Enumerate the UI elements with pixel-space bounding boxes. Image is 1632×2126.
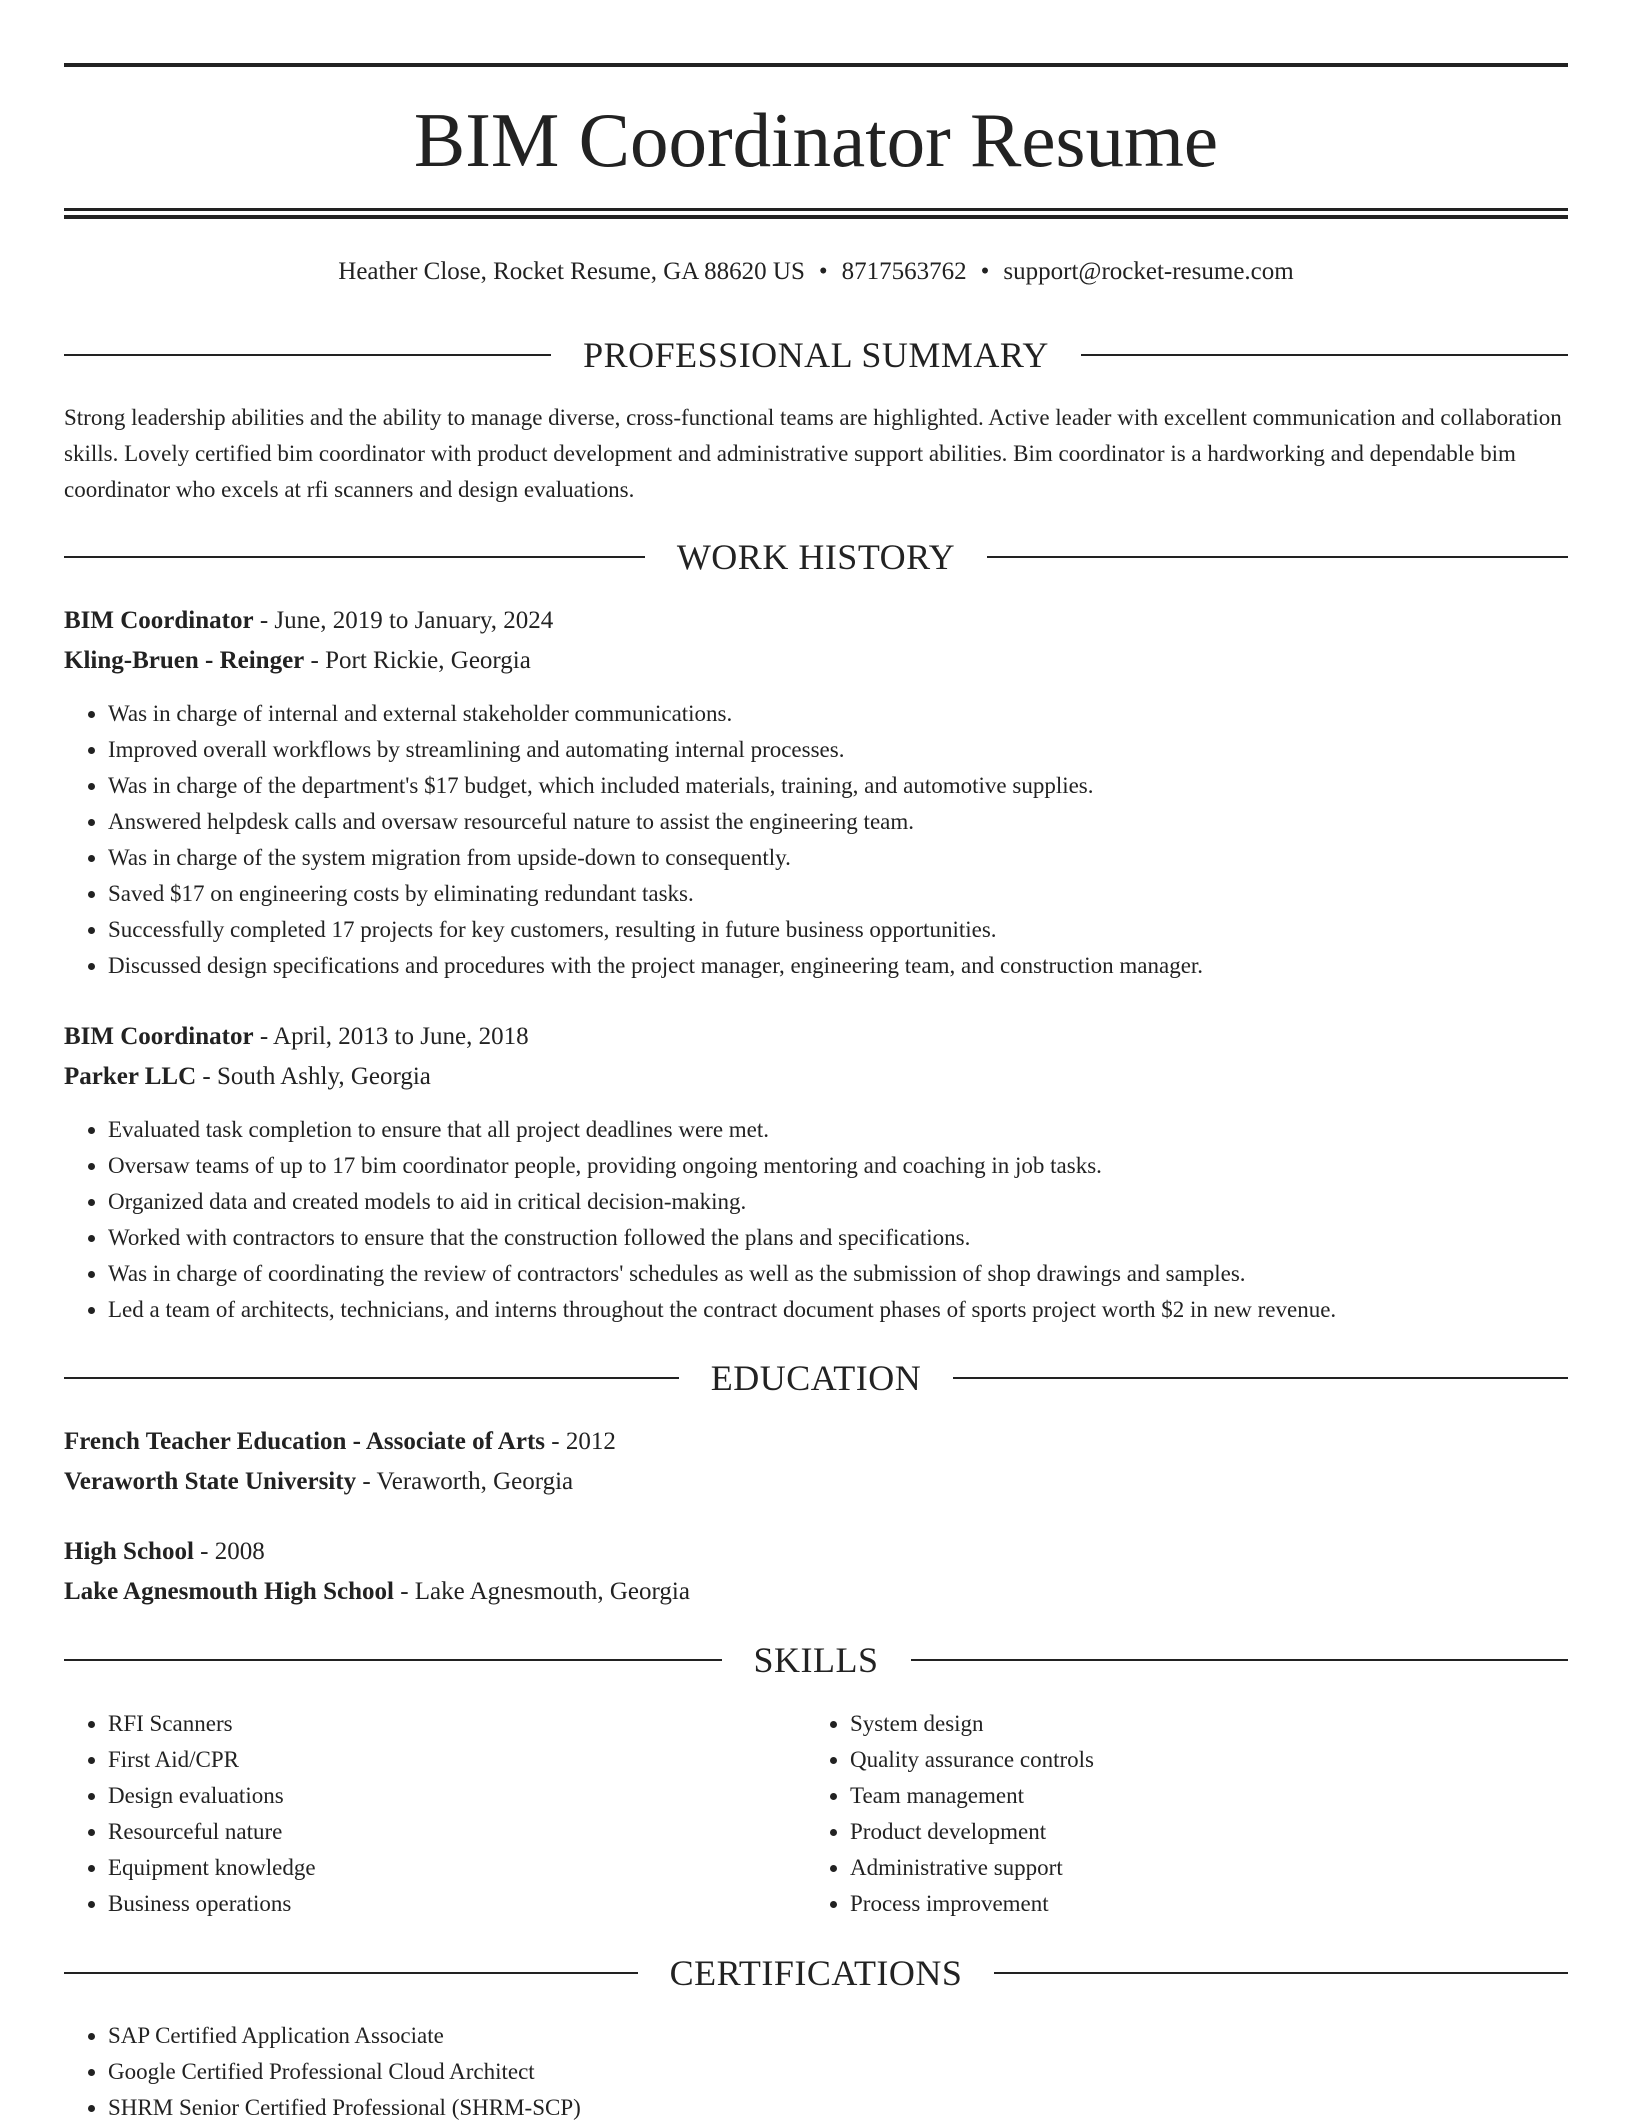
contact-separator: • bbox=[980, 258, 990, 285]
skill-item: • RFI Scanners bbox=[108, 1706, 316, 1742]
job-title: BIM Coordinator bbox=[64, 1023, 254, 1050]
education-school-line bbox=[64, 1575, 1568, 1609]
job-company: Kling-Bruen - Reinger bbox=[64, 647, 305, 674]
resume-title: BIM Coordinator Resume bbox=[413, 97, 1219, 183]
job-location: - Port Rickie, Georgia bbox=[304, 647, 531, 674]
education-degree-line bbox=[64, 1425, 1568, 1459]
section-heading-certifications bbox=[64, 1951, 1568, 1995]
list-item: • Worked with contractors to ensure that the construction followed the plans and specifications. bbox=[108, 1220, 1336, 1256]
heading-rule bbox=[911, 1659, 1569, 1661]
heading-rule bbox=[64, 1659, 722, 1661]
certification-item: • SHRM Senior Certified Professional (SHRM-SCP) bbox=[108, 2090, 581, 2126]
skill-item: • Design evaluations bbox=[108, 1778, 316, 1814]
contact-address: Heather Close, Rocket Resume, GA 88620 US bbox=[338, 258, 805, 285]
education-year: - 2012 bbox=[545, 1428, 616, 1455]
heading-rule bbox=[64, 1377, 679, 1379]
education-school: Veraworth State University bbox=[64, 1468, 357, 1495]
section-title: PROFESSIONAL SUMMARY bbox=[583, 335, 1049, 375]
job-title: BIM Coordinator bbox=[64, 607, 254, 634]
title-rule-lower bbox=[64, 215, 1568, 219]
list-item: • Was in charge of the system migration from upside-down to consequently. bbox=[108, 840, 1203, 876]
education-degree: High School bbox=[64, 1538, 194, 1565]
job-bullets bbox=[64, 696, 1203, 984]
heading-rule bbox=[64, 556, 645, 558]
education-school: Lake Agnesmouth High School bbox=[64, 1578, 394, 1605]
education-school-line bbox=[64, 1465, 1568, 1499]
contact-email: support@rocket-resume.com bbox=[1003, 258, 1294, 285]
education-location: - Veraworth, Georgia bbox=[356, 1468, 574, 1495]
job-title-line bbox=[64, 604, 1568, 638]
list-item: • Improved overall workflows by streamlining and automating internal processes. bbox=[108, 732, 1203, 768]
certifications-list bbox=[64, 2018, 581, 2126]
list-item: • Was in charge of coordinating the review of contractors' schedules as well as the submission of shop drawings and samples. bbox=[108, 1256, 1336, 1292]
skill-item: • System design bbox=[850, 1706, 1094, 1742]
certification-item: • SAP Certified Application Associate bbox=[108, 2018, 581, 2054]
list-item: • Organized data and created models to aid in critical decision-making. bbox=[108, 1184, 1336, 1220]
skill-item: • Equipment knowledge bbox=[108, 1850, 316, 1886]
job-company: Parker LLC bbox=[64, 1063, 197, 1090]
certification-item: • Google Certified Professional Cloud Architect bbox=[108, 2054, 581, 2090]
section-title: EDUCATION bbox=[710, 1358, 922, 1398]
skill-item: • Product development bbox=[850, 1814, 1094, 1850]
job-bullets bbox=[64, 1112, 1336, 1328]
skill-item: • Process improvement bbox=[850, 1886, 1094, 1922]
education-location: - Lake Agnesmouth, Georgia bbox=[393, 1578, 690, 1605]
education-degree: French Teacher Education - Associate of Arts bbox=[64, 1428, 546, 1455]
list-item: • Led a team of architects, technicians, and interns throughout the contract document phases of sports project worth $2 in new revenue. bbox=[108, 1292, 1336, 1328]
skill-item: • First Aid/CPR bbox=[108, 1742, 316, 1778]
skills-list-left bbox=[64, 1706, 316, 1922]
contact-separator: • bbox=[818, 258, 828, 285]
list-item: • Saved $17 on engineering costs by eliminating redundant tasks. bbox=[108, 876, 1203, 912]
title-rule-upper bbox=[64, 208, 1568, 211]
section-heading-summary bbox=[64, 333, 1568, 377]
top-rule bbox=[64, 63, 1568, 67]
section-title: CERTIFICATIONS bbox=[669, 1953, 963, 1993]
heading-rule bbox=[64, 354, 551, 356]
heading-rule bbox=[64, 1972, 638, 1974]
job-company-line bbox=[64, 644, 1568, 678]
list-item: • Answered helpdesk calls and oversaw resourceful nature to assist the engineering team. bbox=[108, 804, 1203, 840]
list-item: • Was in charge of the department's $17 budget, which included materials, training, and automotive supplies. bbox=[108, 768, 1203, 804]
list-item: • Discussed design specifications and procedures with the project manager, engineering team, and construction manager. bbox=[108, 948, 1203, 984]
skill-item: • Quality assurance controls bbox=[850, 1742, 1094, 1778]
heading-rule bbox=[1081, 354, 1568, 356]
heading-rule bbox=[994, 1972, 1568, 1974]
section-title: WORK HISTORY bbox=[676, 537, 956, 577]
job-location: - South Ashly, Georgia bbox=[196, 1063, 431, 1090]
education-degree-line bbox=[64, 1535, 1568, 1569]
summary-text: Strong leadership abilities and the ability to manage diverse, cross-functional teams are highlighted. Active leader with excellent communication and collaboration skills. Lovely certified bim coordinator with product development and administrative support abilities. Bim coordinator is a hardworking and dependable bim coordinator who excels at rfi scanners and design evaluations. bbox=[64, 405, 1562, 502]
list-item: • Oversaw teams of up to 17 bim coordinator people, providing ongoing mentoring and coaching in job tasks. bbox=[108, 1148, 1336, 1184]
section-heading-work bbox=[64, 535, 1568, 579]
list-item: • Successfully completed 17 projects for key customers, resulting in future business opportunities. bbox=[108, 912, 1203, 948]
skill-item: • Administrative support bbox=[850, 1850, 1094, 1886]
skill-item: • Resourceful nature bbox=[108, 1814, 316, 1850]
job-company-line bbox=[64, 1060, 1568, 1094]
job-dates: - June, 2019 to January, 2024 bbox=[253, 607, 554, 634]
list-item: • Evaluated task completion to ensure that all project deadlines were met. bbox=[108, 1112, 1336, 1148]
skill-item: • Business operations bbox=[108, 1886, 316, 1922]
contact-phone: 8717563762 bbox=[841, 258, 967, 285]
section-heading-education bbox=[64, 1356, 1568, 1400]
section-title: SKILLS bbox=[753, 1640, 879, 1680]
job-dates: - April, 2013 to June, 2018 bbox=[253, 1023, 529, 1050]
skill-item: • Team management bbox=[850, 1778, 1094, 1814]
list-item: • Was in charge of internal and external stakeholder communications. bbox=[108, 696, 1203, 732]
education-year: - 2008 bbox=[193, 1538, 265, 1565]
job-title-line bbox=[64, 1020, 1568, 1054]
section-heading-skills bbox=[64, 1638, 1568, 1682]
contact-line bbox=[64, 255, 1568, 289]
heading-rule bbox=[953, 1377, 1568, 1379]
skills-list-right bbox=[806, 1706, 1094, 1922]
heading-rule bbox=[987, 556, 1568, 558]
